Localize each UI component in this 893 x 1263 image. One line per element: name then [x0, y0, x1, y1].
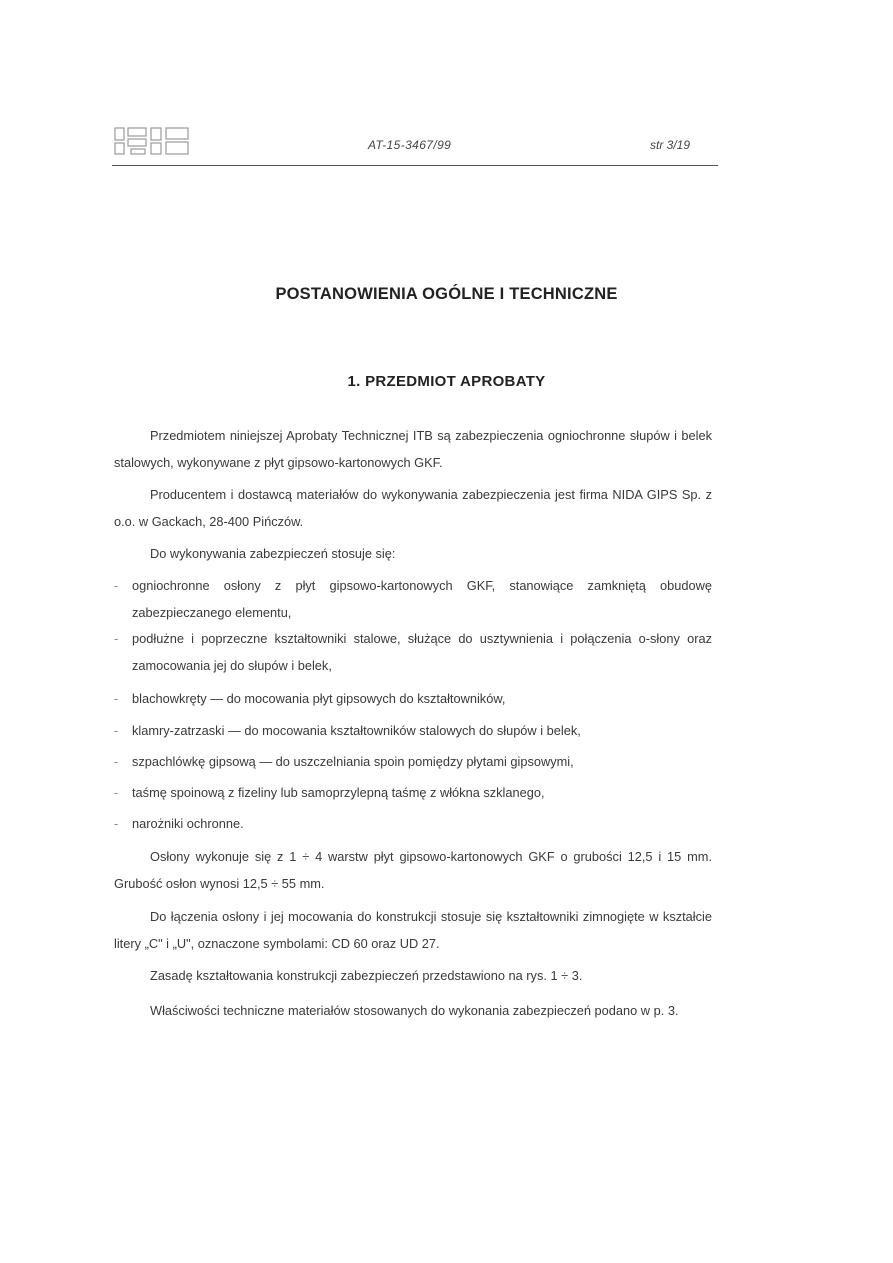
list-bullet: - — [114, 691, 119, 706]
document-code: AT-15-3467/99 — [368, 138, 452, 152]
itb-logo — [114, 126, 192, 156]
list-bullet: - — [114, 578, 119, 593]
list-item — [114, 717, 712, 744]
list-item — [114, 748, 712, 775]
section-heading: 1. PRZEDMIOT APROBATY — [347, 373, 546, 390]
list-item-text: taśmę spoinową z fizeliny lub samoprzylepną taśmę z włókna szklanego, — [132, 785, 545, 800]
list-item-text: szpachlówkę gipsową — do uszczelniania spoin pomiędzy płytami gipsowymi, — [132, 754, 574, 769]
list-item — [114, 572, 712, 626]
list-item-text: podłużne i poprzeczne kształtowniki stalowe, służące do usztywnienia i połączenia o-słony oraz zamocowania jej do słupów i belek, — [132, 631, 712, 673]
list-item — [114, 685, 712, 712]
list-item-text: klamry-zatrzaski — do mocowania kształtowników stalowych do słupów i belek, — [132, 723, 581, 738]
list-bullet: - — [114, 754, 119, 769]
paragraph-producer: Producentem i dostawcą materiałów do wykonywania zabezpieczenia jest firma NIDA GIPS Sp. z o.o. w Gackach, 28-400 Pińczów. — [114, 487, 712, 529]
list-item — [114, 625, 712, 679]
itb-logo-graphic — [114, 126, 192, 156]
list-item-text: ogniochronne osłony z płyt gipsowo-kartonowych GKF, stanowiące zamkniętą obudowę zabezpieczanego elementu, — [132, 578, 712, 620]
list-item-text: narożniki ochronne. — [132, 816, 244, 831]
list-bullet: - — [114, 631, 119, 646]
list-bullet: - — [114, 723, 119, 738]
paragraph-figures: Zasadę kształtowania konstrukcji zabezpieczeń przedstawiono na rys. 1 ÷ 3. — [150, 968, 583, 983]
paragraph-layers: Osłony wykonuje się z 1 ÷ 4 warstw płyt gipsowo-kartonowych GKF o grubości 12,5 i 15 mm. Grubość osłon wynosi 12,5 ÷ 55 mm. — [114, 849, 712, 891]
page-number: str 3/19 — [650, 138, 691, 152]
paragraph-profiles: Do łączenia osłony i jej mocowania do konstrukcji stosuje się kształtowniki zimnogięte w kształcie litery „C" i „U", oznaczone symbolami: CD 60 oraz UD 27. — [114, 909, 712, 951]
list-bullet: - — [114, 816, 119, 831]
list-bullet: - — [114, 785, 119, 800]
list-item-text: blachowkręty — do mocowania płyt gipsowych do kształtowników, — [132, 691, 506, 706]
paragraph-subject: Przedmiotem niniejszej Aprobaty Technicznej ITB są zabezpieczenia ogniochronne słupów i belek stalowych, wykonywane z płyt gipsowo-kartonowych GKF. — [114, 428, 712, 470]
paragraph-properties: Właściwości techniczne materiałów stosowanych do wykonania zabezpieczeń podano w p. 3. — [150, 1003, 679, 1018]
list-item — [114, 779, 712, 806]
paragraph-components-intro: Do wykonywania zabezpieczeń stosuje się: — [150, 546, 396, 561]
page-title: POSTANOWIENIA OGÓLNE I TECHNICZNE — [275, 285, 618, 303]
list-item — [114, 810, 712, 837]
header-divider — [112, 165, 718, 166]
